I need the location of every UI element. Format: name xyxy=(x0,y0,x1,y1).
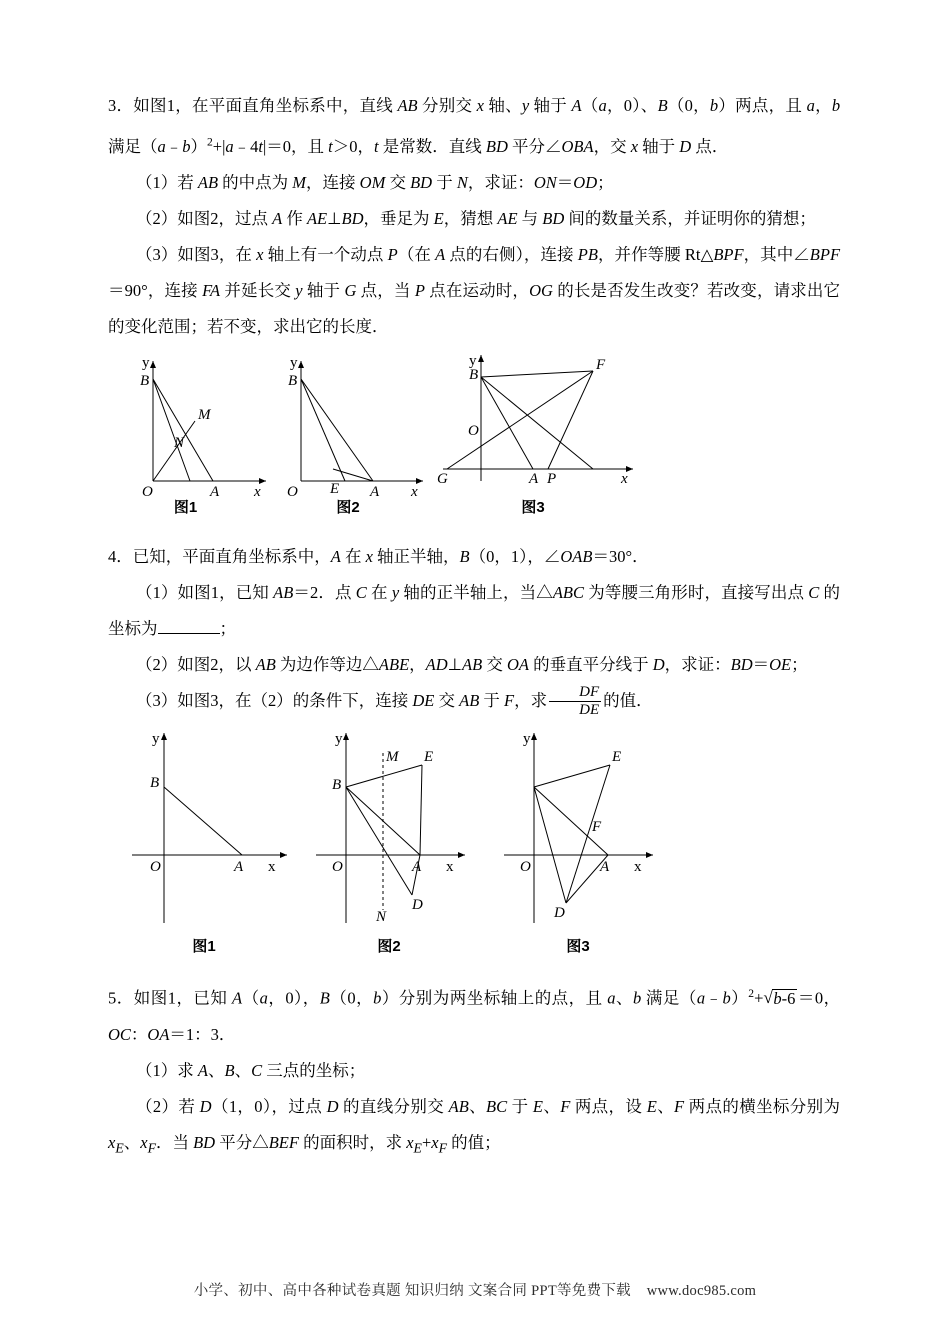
problem-3-stem-text: 如图1，在平面直角坐标系中，直线 AB 分别交 x 轴、y 轴于 A（a，0）、B（0，b）两点，且 a，b 满足（a﹣b）$^2$+|a﹣4t|＝0，且 t＞0，t 是常数．直线 BD 平分∠OBA，交 x 轴于 D 点． xyxy=(108,96,841,156)
svg-text:y: y xyxy=(335,731,343,747)
problem-5 xyxy=(108,976,840,1166)
svg-text:A: A xyxy=(529,470,539,487)
answer-blank[interactable] xyxy=(158,619,220,634)
svg-text:B: B xyxy=(332,777,342,793)
svg-text:A: A xyxy=(234,859,244,875)
svg-text:x: x xyxy=(411,483,418,500)
problem-4 xyxy=(108,539,840,957)
svg-text:O: O xyxy=(287,483,298,500)
svg-text:A: A xyxy=(210,483,220,500)
svg-text:y: y xyxy=(142,354,150,371)
footer-url: www.doc985.com xyxy=(646,1283,757,1299)
svg-text:O: O xyxy=(520,859,531,875)
fraction-denominator: DE xyxy=(579,701,600,718)
svg-text:A: A xyxy=(370,483,380,500)
figure-3-1-svg xyxy=(118,351,273,500)
problem-5-item-1: （1）求 A、B、C 三点的坐标； xyxy=(136,1060,366,1080)
figure-3-1 xyxy=(118,351,273,517)
problem-3-stem xyxy=(108,88,840,165)
problem-5-item-2: （2）若 D（1，0），过点 D 的直线分别交 AB、BC 于 E、F 两点，设 E、F 两点的横坐标分别为 $x_E$、$x_F$．当 BD 平分△BEF 的面积时，求 $x_E+x_F$ 的值； xyxy=(108,1096,840,1155)
svg-text:A: A xyxy=(600,859,610,875)
figure-3-1-caption: 图1 xyxy=(173,498,198,516)
svg-text:y: y xyxy=(290,354,298,371)
problem-5-number: 5． xyxy=(108,988,134,1008)
svg-text:x: x xyxy=(446,859,454,875)
svg-text:N: N xyxy=(174,434,185,451)
figure-3-3 xyxy=(433,351,663,517)
svg-text:G: G xyxy=(437,470,448,487)
figure-4-1 xyxy=(112,725,300,956)
svg-text:x: x xyxy=(268,859,276,875)
svg-text:E: E xyxy=(424,749,434,765)
svg-text:A: A xyxy=(412,859,422,875)
svg-text:P: P xyxy=(547,470,557,487)
problem-4-figures xyxy=(112,725,840,956)
svg-text:x: x xyxy=(634,859,642,875)
svg-text:O: O xyxy=(142,483,153,500)
figure-4-3-svg xyxy=(488,725,676,930)
figure-3-2 xyxy=(273,351,433,517)
figure-4-2 xyxy=(300,725,488,956)
footer-text: 小学、初中、高中各种试卷真题 知识归纳 文案合同 PPT等免费下载 xyxy=(193,1283,631,1299)
svg-text:N: N xyxy=(376,909,387,925)
svg-text:E: E xyxy=(612,749,622,765)
svg-text:B: B xyxy=(150,775,160,791)
svg-text:O: O xyxy=(332,859,343,875)
svg-text:M: M xyxy=(198,406,211,423)
figure-4-1-svg xyxy=(112,725,300,930)
page-footer xyxy=(0,1279,950,1300)
svg-text:D: D xyxy=(412,897,423,913)
svg-text:y: y xyxy=(469,352,477,369)
figure-3-3-caption: 图3 xyxy=(521,498,545,516)
svg-text:O: O xyxy=(468,422,479,439)
svg-text:x: x xyxy=(254,483,261,500)
figure-4-3 xyxy=(488,725,676,956)
fraction-numerator: DF xyxy=(549,684,601,702)
figure-4-3-caption: 图3 xyxy=(566,938,590,955)
svg-text:F: F xyxy=(592,819,602,835)
problem-4-item-1: （1）如图1，已知 AB＝2．点 C 在 y 轴的正半轴上，当△ABC 为等腰三角形时，直接写出点 C 的坐标为 ； xyxy=(108,582,841,638)
svg-text:B: B xyxy=(140,372,150,389)
svg-text:y: y xyxy=(152,731,160,747)
problem-3 xyxy=(108,88,840,517)
svg-text:F: F xyxy=(596,356,606,373)
problem-4-item-3: （3）如图3，在（2）的条件下，连接 DE 交 AB 于 F，求 $\frac{DF}{DE}$ 的值． xyxy=(136,683,653,718)
figure-4-2-svg xyxy=(300,725,488,930)
svg-text:B: B xyxy=(469,366,479,383)
figure-3-2-caption: 图2 xyxy=(336,498,360,516)
problem-3-item-1: （1）若 AB 的中点为 M，连接 OM 交 BD 于 N，求证：ON＝OD； xyxy=(136,172,614,192)
problem-3-number: 3． xyxy=(108,96,134,115)
svg-text:M: M xyxy=(386,749,399,765)
figure-3-3-svg xyxy=(433,351,663,491)
problem-4-item-2: （2）如图2，以 AB 为边作等边△ABE，AD⊥AB 交 OA 的垂直平分线于 D，求证：BD＝OE； xyxy=(136,654,808,674)
problem-5-stem: 5．如图1，已知 A（a，0），B（0，b）分别为两坐标轴上的点，且 a、b 满足（a﹣b）$^2$+ √ b-6 ＝0，OC：OA＝1：3． xyxy=(108,976,840,1053)
problem-3-item-3: （3）如图3，在 x 轴上有一个动点 P（在 A 点的右侧），连接 PB，并作等腰 Rt△BPF，其中∠BPF＝90°，连接 FA 并延长交 y 轴于 G 点，当 P 点在运动时，OG 的长是否发生改变？若改变，请求出它的变化范围；若不变，求出它的长度． xyxy=(108,244,841,336)
svg-text:O: O xyxy=(150,859,161,875)
figure-3-2-svg xyxy=(273,351,433,500)
problem-3-figures xyxy=(118,351,840,517)
figure-4-2-caption: 图2 xyxy=(377,938,401,955)
fraction-df-de xyxy=(549,684,601,720)
svg-text:D: D xyxy=(554,905,565,921)
figure-4-1-caption: 图1 xyxy=(192,938,216,955)
svg-text:y: y xyxy=(523,731,531,747)
svg-text:E: E xyxy=(330,480,340,497)
problem-4-stem: 4．已知，平面直角坐标系中，A 在 x 轴正半轴，B（0，1），∠OAB＝30°． xyxy=(108,546,649,566)
problem-4-number: 4． xyxy=(108,546,133,566)
problem-3-item-2: （2）如图2，过点 A 作 AE⊥BD，垂足为 E，猜想 AE 与 BD 间的数量关系，并证明你的猜想； xyxy=(136,208,816,228)
svg-text:B: B xyxy=(288,372,298,389)
svg-text:x: x xyxy=(621,470,628,487)
